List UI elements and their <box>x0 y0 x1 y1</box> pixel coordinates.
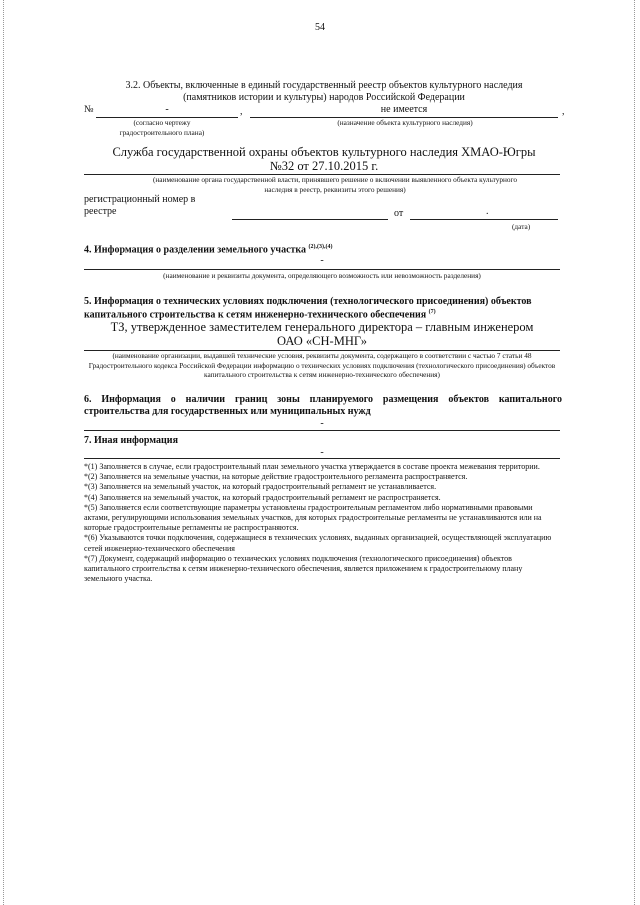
registration-number-label: регистрационный номер в реестре <box>84 194 196 217</box>
authority-hint: (наименование органа государственной власти, принявшего решение о включении выявленного объекта культурного наследия в реестр, реквизиты этого решения) <box>152 175 518 194</box>
date-separator: . <box>486 206 489 217</box>
section-5-footnote-ref: (7) <box>428 309 436 315</box>
object-number-value: - <box>165 104 169 115</box>
authority-name: Служба государственной охраны объектов культурного наследия ХМАО-Югры <box>112 145 536 159</box>
comma-1: , <box>240 106 243 117</box>
number-sign: № <box>84 104 94 115</box>
footnote-2: *(2) Заполняется на земельные участки, на которые действие градостроительного регламента распространяется. <box>84 472 468 482</box>
section-5-value-line1: ТЗ, утвержденное заместителем генерального директора – главным инженером <box>110 320 534 334</box>
section-6-heading: 6. Информация о наличии границ зоны планируемого размещения объектов капитального строительства для государственных или муниципальных нужд <box>84 394 562 417</box>
hint-drawing: (согласно чертежу градостроительного плана) <box>119 118 205 137</box>
footnote-7: *(7) Документ, содержащий информацию о технических условиях подключения (технологического присоединения) объектов капитального строительства к сетям инженерно-технического обеспечения, является приложением к градостроительному плану земельного участка. <box>84 553 523 584</box>
footnote-4: *(4) Заполняется на земельный участок, на который градостроительный регламент не распространяется. <box>84 492 441 502</box>
section-4-hint: (наименование и реквизиты документа, определяющего возможность или невозможность разделения) <box>163 271 481 280</box>
footnote-5: *(5) Заполняется если соответствующие параметры установлены градостроительным регламентом либо нормативными правовыми актами, регулирующими использования земельных участков, для которых градостроительные регламенты не устанавливаются или на которые градостроительные регламенты не распространяются. <box>84 502 542 533</box>
section-4-value: - <box>320 255 324 266</box>
hint-object-purpose: (назначение объекта культурного наследия) <box>337 118 473 127</box>
footnote-6: *(6) Указываются точки подключения, содержащиеся в технических условиях, выданных организацией, осуществляющей эксплуатацию сетей инженерно-технического обеспечения <box>84 533 552 553</box>
scan-right-edge <box>634 0 636 905</box>
section-3-2-heading-line2: (памятников истории и культуры) народов Российской Федерации <box>183 92 465 103</box>
footnote-3: *(3) Заполняется на земельный участок, на который градостроительный регламент не устанавливается. <box>84 482 437 492</box>
section-6-value: - <box>320 418 324 429</box>
section-7-heading: 7. Иная информация <box>84 435 178 446</box>
date-hint: (дата) <box>512 222 531 231</box>
section-3-2-heading <box>82 80 566 104</box>
section-4-footnote-refs: (2),(3),(4) <box>308 244 333 250</box>
comma-2: , <box>562 106 565 117</box>
page-number: 54 <box>315 22 325 33</box>
section-5-value-line2: ОАО «СН-МНГ» <box>276 334 368 348</box>
decision-number: №32 от 27.10.2015 г. <box>269 159 379 173</box>
section-5-hint: (наименование организации, выдавшей технические условия, реквизиты документа, содержащего в соответствии с частью 7 статьи 48 Градостроительного кодекса Российской Федерации информацию о технических условиях подключения (технологического присоединения) объектов капитального строительства к сетям инженерно-технического обеспечения) <box>88 351 556 380</box>
scan-left-edge <box>3 0 5 905</box>
footnote-1: *(1) Заполняется в случае, если градостроительный план земельного участка утверждается в составе проекта межевания территории. <box>84 462 540 471</box>
object-name-value: не имеется <box>380 104 428 115</box>
section-5-heading <box>84 296 562 320</box>
section-3-2-heading-line1: 3.2. Объекты, включенные в единый государственный реестр объектов культурного наследия <box>125 80 523 91</box>
section-7-value: - <box>320 447 324 458</box>
section-5-heading-text: 5. Информация о технических условиях подключения (технологического присоединения) объектов капитального строительства к сетям инженерно-технического обеспечения <box>84 296 532 321</box>
date-from-label: от <box>394 208 404 219</box>
footnotes <box>84 462 554 584</box>
section-4-heading-text: 4. Информация о разделении земельного участка <box>84 244 307 256</box>
